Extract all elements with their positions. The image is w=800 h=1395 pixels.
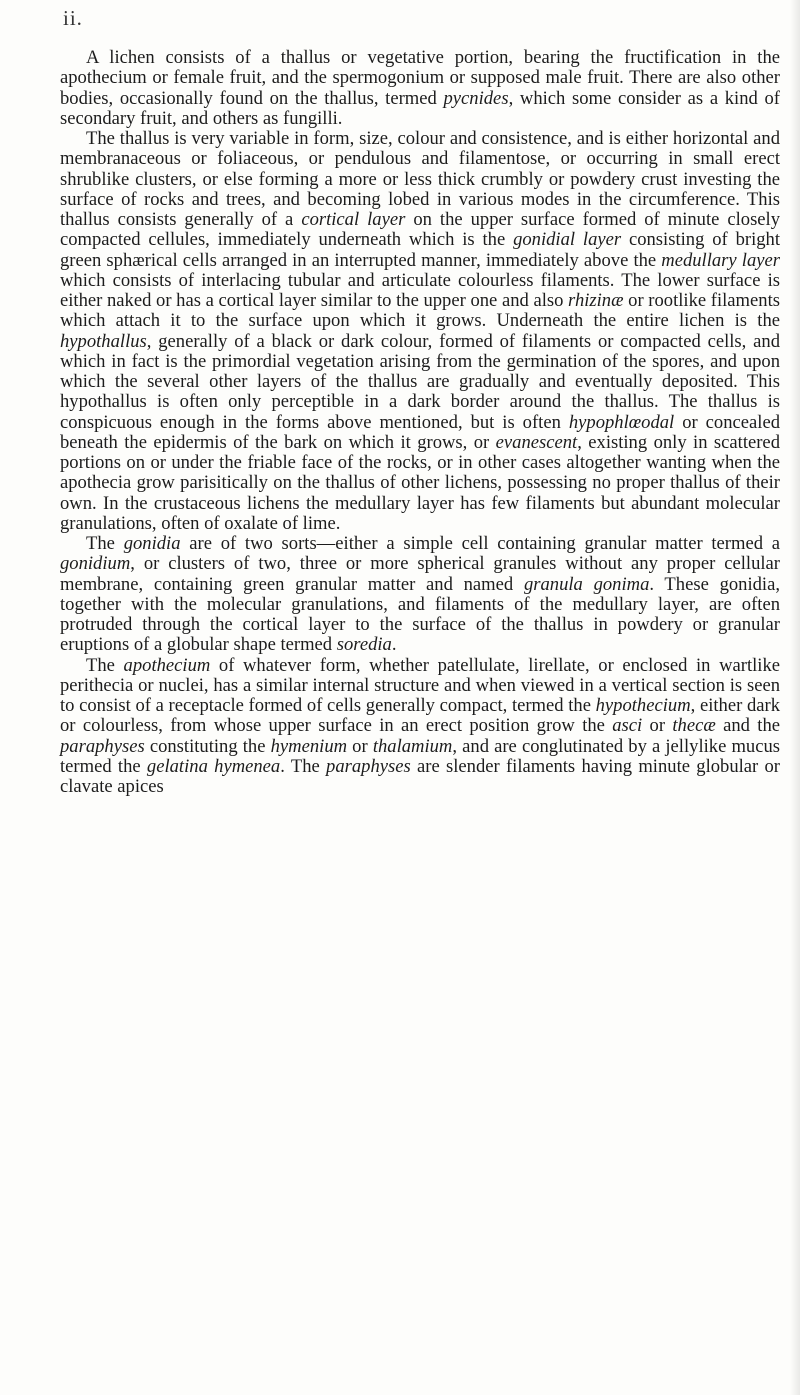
italic-term: thalamium [372, 735, 453, 757]
text-run: and the [715, 715, 780, 737]
italic-term: gonidium [60, 553, 131, 575]
page-number: ii. [63, 6, 83, 30]
text-run: on the upper surface formed of minute closely compacted cellules, immediately underneath which is the [60, 209, 781, 251]
italic-term: evanescent [495, 431, 578, 453]
text-run: or [642, 715, 673, 737]
paragraph-lichen-intro [60, 48, 780, 129]
italic-term: gelatina hymenea [146, 755, 281, 777]
text-run: . The [280, 755, 327, 777]
italic-term: paraphyses [326, 755, 411, 777]
text-run: consisting of bright green sphærical cells arranged in an interrupted manner, immediately above the [60, 229, 780, 271]
paragraph-gonidia [60, 534, 780, 656]
italic-term: paraphyses [60, 735, 145, 757]
paragraph-apothecium [60, 656, 780, 798]
text-run: or rootlike filaments which attach it to the surface upon which it grows. Underneath the entire lichen is the [60, 290, 780, 332]
text-run: . These gonidia, together with the molecular granulations, and filaments of the medullary layer, are often protruded through the cortical layer to the surface of the thallus in powdery or granular eruptions of a globular shape termed [60, 573, 780, 656]
italic-term: hypothallus [60, 330, 147, 352]
text-run: , or clusters of two, three or more spherical granules without any proper cellular membrane, containing green granular matter and named [60, 553, 780, 595]
text-run: or concealed beneath the epidermis of the bark on which it grows, or [60, 411, 780, 453]
text-run: . [391, 634, 397, 656]
text-run: constituting the [144, 735, 271, 757]
page-edge-shadow [790, 0, 800, 1395]
text-run: , and are conglutinated by a jellylike mucus termed the [60, 735, 780, 777]
italic-term: medullary layer [661, 249, 780, 271]
text-run: The [86, 654, 124, 676]
text-run: , which some consider as a kind of secondary fruit, and others as fungilli. [60, 87, 780, 129]
italic-term: soredia [336, 634, 392, 656]
text-run: of whatever form, whether patellulate, lirellate, or enclosed in wartlike perithecia or nuclei, has a similar internal structure and when viewed in a vertical section is seen to consist of a receptacle formed of cells generally compact, termed the [60, 654, 780, 716]
italic-term: asci [612, 715, 643, 737]
italic-term: hypothecium [595, 695, 691, 716]
italic-term: gonidia [123, 533, 181, 554]
text-run: , generally of a black or dark colour, formed of filaments or compacted cells, and which in fact is the primordial vegetation arising from the germination of the spores, and upon which the several other layers of the thallus are gradually and eventually deposited. This hypothallus is often only perceptible in a dark border around the thallus. The thallus is conspicuous enough in the forms above mentioned, but is often [60, 330, 780, 433]
text-run: are slender filaments having minute globular or clavate apices [60, 755, 781, 797]
text-run: or [347, 735, 373, 757]
italic-term: pycnides [443, 87, 509, 109]
text-run: , either dark or colourless, from whose upper surface in an erect position grow the [60, 695, 780, 737]
text-run: which consists of interlacing tubular and articulate colourless filaments. The lower surface is either naked or has a cortical layer similar to the upper one and also [60, 269, 780, 311]
italic-term: granula gonima [523, 573, 650, 595]
italic-term: thecæ [672, 715, 716, 737]
italic-term: apothecium [123, 654, 211, 676]
text-run: The thallus is very variable in form, size, colour and consistence, and is either horizontal and membranaceous or foliaceous, or pendulous and filamentose, or occurring in small erect shrublike clusters, or else forming a more or less thick crumbly or powdery crust investing the surface of rocks and trees, and becoming lobed in various modes in the circumference. This thallus consists generally of a [60, 128, 780, 230]
italic-term: cortical layer [301, 209, 406, 230]
italic-term: hypophlœodal [568, 411, 675, 433]
text-run: are of two sorts—either a simple cell containing granular matter termed a [180, 533, 780, 554]
text-run: The [86, 533, 124, 554]
text-run: A lichen consists of a thallus or vegetative portion, bearing the fructification in the apothecium or female fruit, and the spermogonium or supposed male fruit. There are also other bodies, occasionally found on the thallus, termed [60, 47, 780, 109]
italic-term: rhizinæ [568, 290, 624, 311]
italic-term: hymenium [270, 735, 348, 757]
italic-term: gonidial layer [513, 229, 622, 251]
paragraph-thallus [60, 129, 780, 534]
body-text [60, 48, 780, 797]
text-run: , existing only in scattered portions on or under the friable face of the rocks, or in other cases altogether wanting when the apothecia grow parisitically on the thallus of other lichens, possessing no proper thallus of their own. In the crustaceous lichens the medullary layer has few filaments but abundant molecular granulations, often of oxalate of lime. [60, 431, 780, 534]
